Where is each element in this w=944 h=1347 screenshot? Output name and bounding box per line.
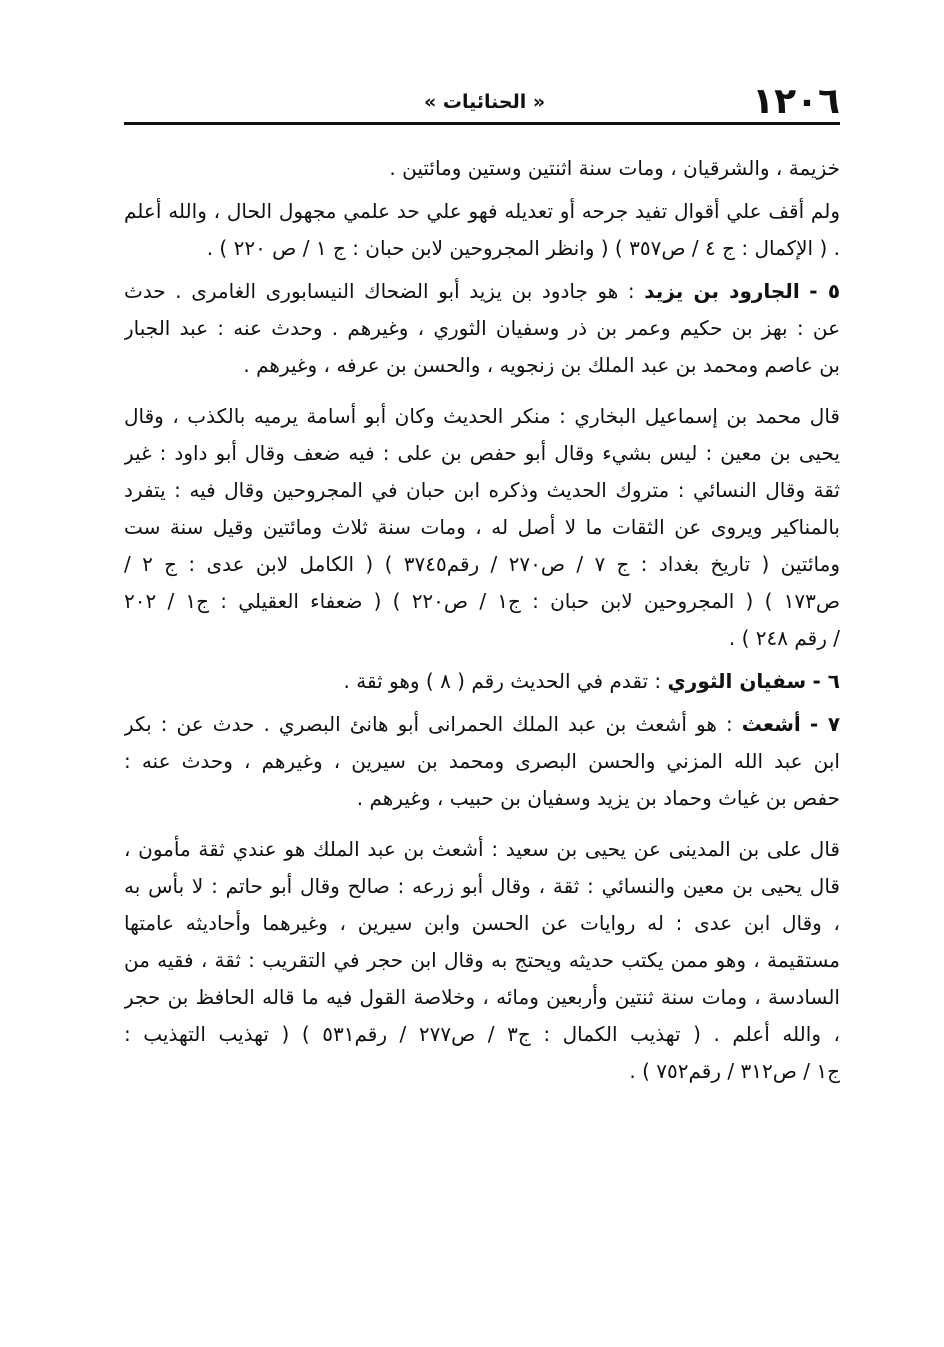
narrator-entry [124,706,840,817]
text-line: السادسة ، ومات سنة ثنتين وأربعين ومائه ، وخلاصة القول فيه ما قاله الحافظ بن حجر [124,985,840,1009]
text-line: قال يحيى بن معين والنسائي : ثقة ، وقال أبو زرعه : صالح وقال أبو حاتم : لا بأس به [124,874,840,898]
paragraph [124,150,840,187]
entry-text: : هو أشعث بن عبد الملك الحمرانى أبو هانئ البصري . حدث عن : بكر [124,712,733,736]
text-line: مستقيمة ، وهو ممن يكتب حديثه ويحتج به وقال ابن حجر في التقريب : ثقة ، فقيه من [124,948,840,972]
header-rule [124,122,840,125]
text-line: خزيمة ، والشرقيان ، ومات سنة اثنتين وستين ومائتين . [389,156,840,180]
text-line: قال محمد بن إسماعيل البخاري : منكر الحديث وكان أبو أسامة يرميه بالكذب ، وقال [124,404,840,428]
entry-number: ٧ - [809,712,840,736]
paragraph [124,398,840,657]
text-line: ثقة وقال النسائي : متروك الحديث وذكره ابن حبان في المجروحين وقال فيه : يتفرد [124,478,840,502]
text-line: ولم أقف علي أقوال تفيد جرحه أو تعديله فهو علي حد علمي مجهول الحال ، والله أعلم [124,199,840,223]
text-line: عن : بهز بن حكيم وعمر بن ذر وسفيان الثوري ، وغيرهم . وحدث عنه : عبد الجبار [124,316,840,340]
narrator-name: الجارود بن يزيد [644,279,800,303]
narrator-name: سفيان الثوري [667,669,807,693]
text-line: قال على بن المدينى عن يحيى بن سعيد : أشعث بن عبد الملك هو عندي ثقة مأمون ، [124,837,840,861]
text-line: ابن عبد الله المزني والحسن البصرى ومحمد بن سيرين ، وغيرهم ، وحدث عنه : [124,749,840,773]
page-number: ١٢٠٦ [752,81,840,122]
narrator-entry [124,663,840,700]
text-line: يحيى بن معين : ليس بشيء وقال أبو حفص بن على : فيه ضعف وقال أبو داود : غير [124,441,840,465]
text-line: . ( الإكمال : ج ٤ / ص٣٥٧ ) ( وانظر المجروحين لابن حبان : ج ١ / ص ٢٢٠ ) . [206,236,840,260]
entry-number: ٥ - [809,279,840,303]
entry-number: ٦ - [812,669,840,693]
body-text [124,150,840,1090]
paragraph [124,193,840,267]
narrator-name: أشعث [741,712,801,736]
text-line: ص١٧٣ ) ( المجروحين لابن حبان : ج١ / ص٢٢٠ ) ( ضعفاء العقيلي : ج١ / ٢٠٢ [124,589,840,613]
text-line: بالمناكير ويروى عن الثقات ما لا أصل له ، ومات سنة ثلاث ومائتين وقيل سنة ست [124,515,840,539]
entry-text: : تقدم في الحديث رقم ( ٨ ) وهو ثقة . [343,669,662,693]
text-line [124,273,840,310]
page-header [124,82,840,122]
text-line [124,663,840,700]
text-line: ، وقال ابن عدى : له روايات عن الحسن وابن سيرين ، وغيرهما وأحاديثه عامتها [124,911,840,935]
text-line: حفص بن غياث وحماد بن يزيد وسفيان بن حبيب ، وغيرهم . [356,786,840,810]
text-line: ومائتين ( تاريخ بغداد : ج ٧ / ص٢٧٠ / رقم٣٧٤٥ ) ( الكامل لابن عدى : ج ٢ / [124,552,840,576]
narrator-entry [124,273,840,384]
text-line: / رقم ٢٤٨ ) . [728,626,840,650]
text-line: ، والله أعلم . ( تهذيب الكمال : ج٣ / ص٢٧٧ / رقم٥٣١ ) ( تهذيب التهذيب : [124,1022,840,1046]
entry-text: : هو جادود بن يزيد أبو الضحاك النيسابورى الغامرى . حدث [124,279,635,303]
text-line: بن عاصم ومحمد بن عبد الملك بن زنجويه ، والحسن بن عرفه ، وغيرهم . [243,353,840,377]
paragraph [124,831,840,1090]
text-line [124,706,840,743]
running-title: « الحنائيات » [424,91,546,113]
text-line: ج١ / ص٣١٢ / رقم٧٥٢ ) . [629,1059,840,1083]
